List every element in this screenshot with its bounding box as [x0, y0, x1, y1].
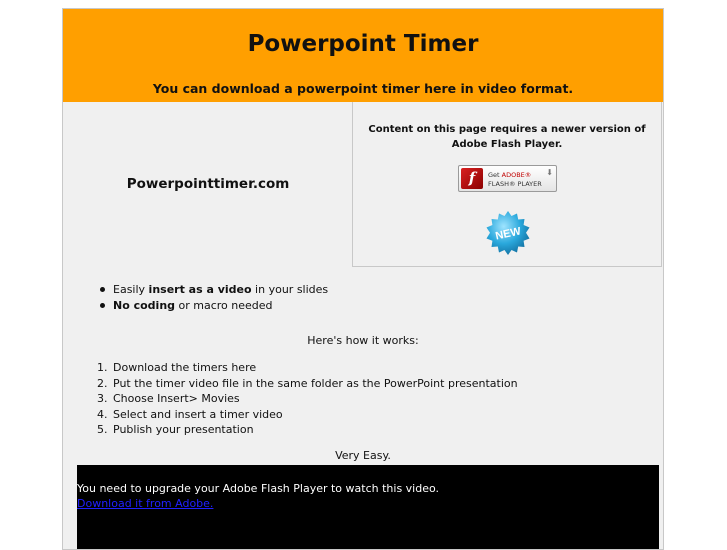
- page-title: Powerpoint Timer: [247, 31, 479, 57]
- page-container: [62, 8, 664, 550]
- get-flash-player-button[interactable]: [458, 165, 557, 192]
- list-item: 3. Choose Insert> Movies: [97, 392, 240, 405]
- closing-text: Very Easy.: [335, 449, 391, 462]
- flash-notice-panel: [352, 102, 662, 267]
- list-item: Easily insert as a video in your slides: [113, 283, 329, 296]
- list-item: 5. Publish your presentation: [97, 423, 254, 436]
- how-it-works-heading: Here's how it works:: [307, 334, 419, 347]
- list-item: 4. Select and insert a timer video: [97, 407, 283, 421]
- list-item: 2. Put the timer video file in the same folder as the PowerPoint presentation: [97, 376, 518, 390]
- flash-notice-message: Content on this page requires a newer version of Adobe Flash Player.: [368, 124, 646, 150]
- new-badge-icon: [485, 210, 531, 256]
- list-item: No coding or macro needed: [113, 298, 328, 314]
- list-item: 1. Download the timers here: [97, 361, 257, 374]
- video-player[interactable]: [77, 465, 659, 549]
- new-badge-text: NEW: [494, 225, 523, 243]
- steps-list: [97, 360, 518, 438]
- page-tagline: You can download a powerpoint timer here in video format.: [152, 81, 574, 96]
- get-flash-line1: Get ADOBE®: [488, 171, 532, 179]
- download-flash-link[interactable]: Download it from Adobe.: [77, 497, 214, 510]
- download-arrow-icon: ⬇: [546, 168, 553, 177]
- top-row: [63, 102, 663, 268]
- site-name: Powerpointtimer.com: [126, 176, 290, 192]
- video-upgrade-message: You need to upgrade your Adobe Flash Player to watch this video.: [77, 482, 440, 495]
- feature-list: [113, 282, 328, 313]
- get-flash-line2: FLASH® PLAYER: [488, 180, 542, 188]
- flash-logo-icon: f: [461, 168, 483, 189]
- page-header: [63, 9, 663, 102]
